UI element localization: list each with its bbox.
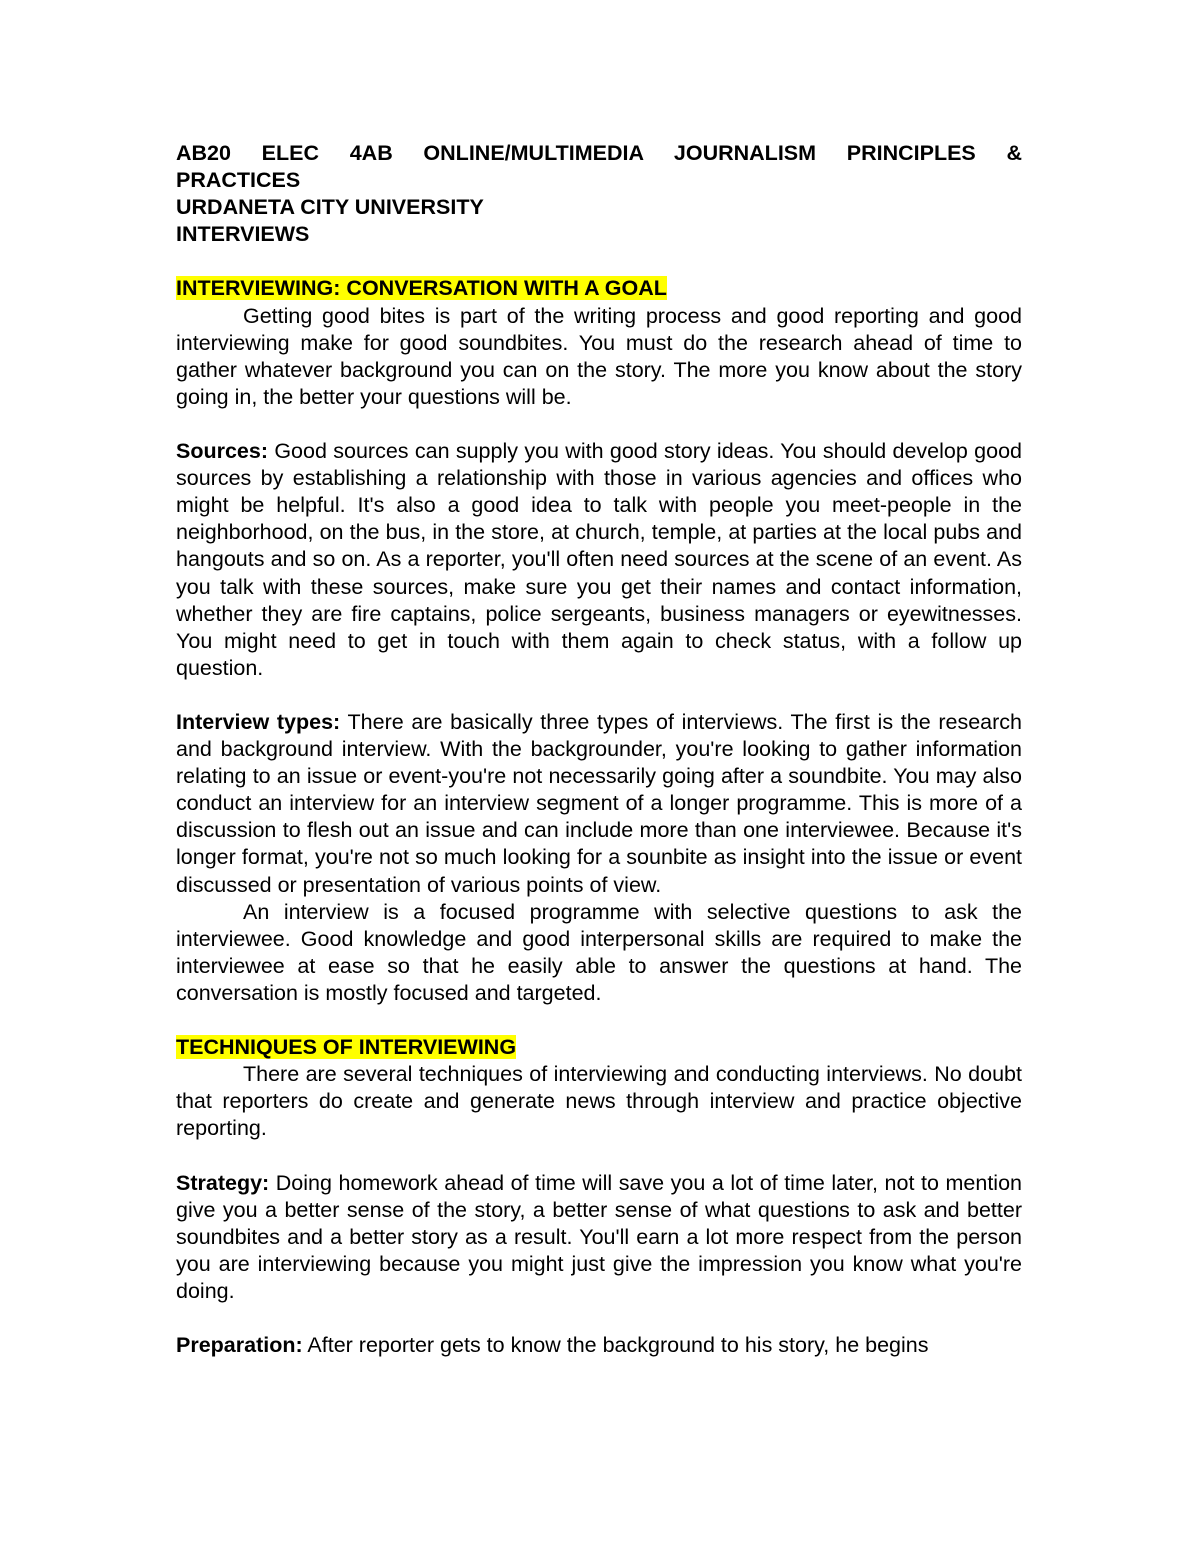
paragraph-techniques-intro: There are several techniques of interviewing and conducting interviews. No doubt that reporters do create and generate news through interview and practice objective reporting. xyxy=(176,1062,1022,1141)
preparation-body: After reporter gets to know the background to his story, he begins xyxy=(302,1333,929,1358)
strategy-body: Doing homework ahead of time will save you a lot of time later, not to mention give you a better sense of the story, a better sense of what questions to ask and better soundbites and a better story as a result. You'll earn a lot more respect from the person you are interviewing because you might just give the impression you know what you're doing. xyxy=(176,1170,1022,1303)
highlighted-heading-text: TECHNIQUES OF INTERVIEWING xyxy=(176,1035,517,1060)
blank-line xyxy=(176,682,1022,709)
paragraph-focused-programme: An interview is a focused programme with selective questions to ask the interviewee. Good knowledge and good interpersonal skills are required to make the interviewee at ease so that he easily able to answer the questions at hand. The conversation is mostly focused and targeted. xyxy=(176,899,1022,1005)
term-preparation: Preparation: xyxy=(176,1333,303,1358)
interview-types-body: There are basically three types of interviews. The first is the research and background interview. With the backgrounder, you're looking to gather information relating to an issue or event-you're not necessarily going after a soundbite. You may also conduct an interview for an interview segment of a longer programme. This is more of a discussion to flesh out an issue and can include more than one interviewee. Because it's longer format, you're not so much looking for a sounbite as insight into the issue or event discussed or presentation of various points of view. xyxy=(176,709,1022,897)
paragraph-strategy xyxy=(176,1170,1022,1305)
term-sources: Sources: xyxy=(176,439,269,464)
section-heading-techniques xyxy=(176,1034,1022,1061)
term-strategy: Strategy: xyxy=(176,1170,270,1195)
term-interview-types: Interview types: xyxy=(176,709,341,734)
university-name: URDANETA CITY UNIVERSITY xyxy=(176,195,484,220)
blank-line xyxy=(176,1007,1022,1034)
highlighted-heading-text: INTERVIEWING: CONVERSATION WITH A GOAL xyxy=(176,276,667,301)
blank-line xyxy=(176,248,1022,275)
document-page xyxy=(176,140,1022,1359)
blank-line xyxy=(176,1305,1022,1332)
blank-line xyxy=(176,411,1022,438)
section-heading-interviewing xyxy=(176,275,1022,302)
paragraph-sources xyxy=(176,438,1022,682)
sources-body: Good sources can supply you with good story ideas. You should develop good sources by establishing a relationship with those in various agencies and offices who might be helpful. It's also a good idea to talk with people you meet-people in the neighborhood, on the bus, in the store, at church, temple, at parties at the local pubs and hangouts and so on. As a reporter, you'll often need sources at the scene of an event. As you talk with these sources, make sure you get their names and contact information, whether they are fire captains, police sergeants, business managers or eyewitnesses. You might need to get in touch with them again to check status, with a follow up question. xyxy=(176,439,1022,680)
document-topic: INTERVIEWS xyxy=(176,222,310,247)
paragraph-preparation xyxy=(176,1332,1022,1359)
paragraph-interviewing-intro: Getting good bites is part of the writing process and good reporting and good interviewing make for good soundbites. You must do the research ahead of time to gather whatever background you can on the story. The more you know about the story going in, the better your questions will be. xyxy=(176,303,1022,409)
course-title-line-2: PRACTICES xyxy=(176,168,301,193)
paragraph-interview-types xyxy=(176,709,1022,899)
blank-line xyxy=(176,1142,1022,1169)
course-title-line-1: AB20 ELEC 4AB ONLINE/MULTIMEDIA JOURNALISM PRINCIPLES & xyxy=(176,141,1022,165)
